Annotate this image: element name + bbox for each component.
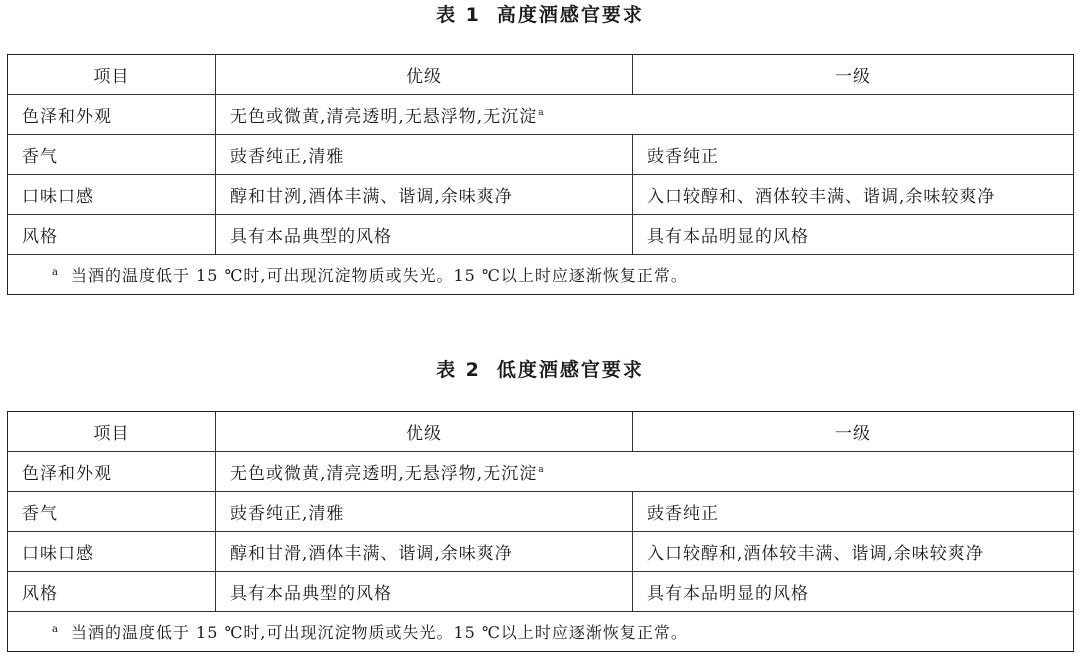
footnote-mark: a bbox=[52, 266, 59, 278]
table2-caption-title: 低度酒感官要求 bbox=[496, 359, 644, 381]
header-first-grade: 一级 bbox=[633, 55, 1074, 95]
header-item: 项目 bbox=[8, 412, 216, 452]
table-row bbox=[8, 135, 1074, 175]
row-item-taste: 口味口感 bbox=[8, 532, 216, 572]
table1-caption-number: 表 1 bbox=[436, 4, 481, 26]
footnote-ref-mark: a bbox=[538, 108, 545, 119]
row-item-aroma: 香气 bbox=[8, 135, 216, 175]
row-item-taste: 口味口感 bbox=[8, 175, 216, 215]
table2-low-alcohol-sensory bbox=[7, 411, 1074, 652]
row-taste-first: 入口较醇和、酒体较丰满、谐调,余味较爽净 bbox=[633, 175, 1074, 215]
row-aroma-premium: 豉香纯正,清雅 bbox=[216, 135, 633, 175]
table1-high-alcohol-sensory bbox=[7, 54, 1074, 295]
table2-caption-number: 表 2 bbox=[436, 359, 481, 381]
row-taste-premium: 醇和甘滑,酒体丰满、谐调,余味爽净 bbox=[216, 532, 633, 572]
row-aroma-premium: 豉香纯正,清雅 bbox=[216, 492, 633, 532]
header-item: 项目 bbox=[8, 55, 216, 95]
table1-footnote bbox=[8, 255, 1074, 295]
header-premium-grade: 优级 bbox=[216, 412, 633, 452]
footnote-mark: a bbox=[52, 623, 59, 635]
row-item-style: 风格 bbox=[8, 572, 216, 612]
table-footnote-row bbox=[8, 255, 1074, 295]
header-first-grade: 一级 bbox=[633, 412, 1074, 452]
row-item-aroma: 香气 bbox=[8, 492, 216, 532]
table-row bbox=[8, 492, 1074, 532]
table1-caption bbox=[0, 0, 1080, 27]
row-style-first: 具有本品明显的风格 bbox=[633, 215, 1074, 255]
table-footnote-row bbox=[8, 612, 1074, 652]
header-premium-grade: 优级 bbox=[216, 55, 633, 95]
table2-footnote bbox=[8, 612, 1074, 652]
row-color-text: 无色或微黄,清亮透明,无悬浮物,无沉淀 bbox=[230, 107, 538, 127]
table-row bbox=[8, 215, 1074, 255]
row-color-value bbox=[216, 95, 1074, 135]
table1-caption-title: 高度酒感官要求 bbox=[496, 4, 644, 26]
table-row bbox=[8, 175, 1074, 215]
table2-caption bbox=[0, 355, 1080, 382]
footnote-text: 当酒的温度低于 15 ℃时,可出现沉淀物质或失光。15 ℃以上时应逐渐恢复正常。 bbox=[70, 623, 688, 642]
row-item-color: 色泽和外观 bbox=[8, 452, 216, 492]
row-color-text: 无色或微黄,清亮透明,无悬浮物,无沉淀 bbox=[230, 464, 538, 484]
row-item-style: 风格 bbox=[8, 215, 216, 255]
table-header-row bbox=[8, 412, 1074, 452]
row-aroma-first: 豉香纯正 bbox=[633, 492, 1074, 532]
row-style-premium: 具有本品典型的风格 bbox=[216, 572, 633, 612]
row-color-value bbox=[216, 452, 1074, 492]
row-item-color: 色泽和外观 bbox=[8, 95, 216, 135]
table-row bbox=[8, 572, 1074, 612]
table-row bbox=[8, 95, 1074, 135]
footnote-text: 当酒的温度低于 15 ℃时,可出现沉淀物质或失光。15 ℃以上时应逐渐恢复正常。 bbox=[70, 266, 688, 285]
row-taste-premium: 醇和甘洌,酒体丰满、谐调,余味爽净 bbox=[216, 175, 633, 215]
row-taste-first: 入口较醇和,酒体较丰满、谐调,余味较爽净 bbox=[633, 532, 1074, 572]
table-header-row bbox=[8, 55, 1074, 95]
row-style-first: 具有本品明显的风格 bbox=[633, 572, 1074, 612]
footnote-ref-mark: a bbox=[538, 465, 545, 476]
table-row bbox=[8, 532, 1074, 572]
table-row bbox=[8, 452, 1074, 492]
row-style-premium: 具有本品典型的风格 bbox=[216, 215, 633, 255]
row-aroma-first: 豉香纯正 bbox=[633, 135, 1074, 175]
